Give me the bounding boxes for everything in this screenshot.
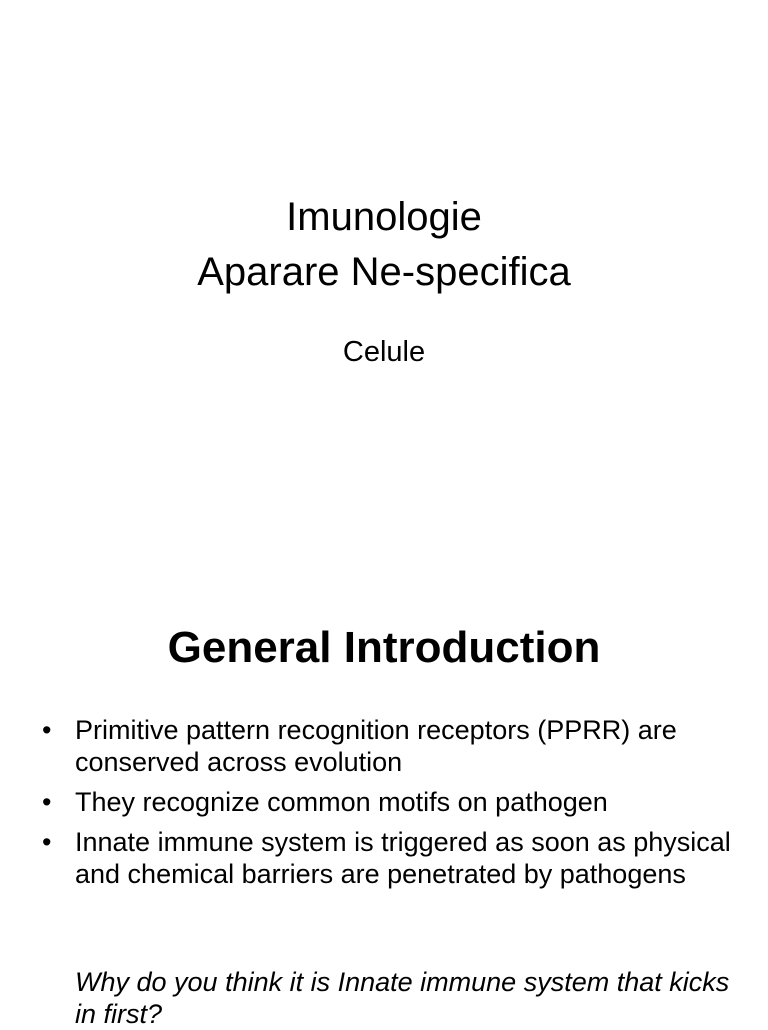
discussion-question: Why do you think it is Innate immune system that kicks in first? (75, 967, 730, 1029)
title-line-2: Aparare Ne-specifica (197, 250, 571, 294)
bullet-marker: • (42, 715, 52, 745)
bullet-text: They recognize common motifs on pathogen (75, 787, 608, 817)
bullet-list (40, 714, 740, 898)
bullet-text: Primitive pattern recognition receptors (PPRR) are conserved across evolution (75, 715, 677, 777)
slide-subtitle: Celule (342, 336, 426, 368)
bullet-item (40, 826, 740, 890)
content-slide (0, 576, 768, 1029)
title-line-1: Imunologie (286, 195, 482, 239)
bullet-item (40, 714, 740, 778)
bullet-marker: • (42, 827, 52, 857)
slide-title (0, 190, 768, 300)
bullet-marker: • (42, 787, 52, 817)
slide-heading: General Introduction (167, 623, 601, 672)
bullet-text: Innate immune system is triggered as soon as physical and chemical barriers are penetrated by pathogens (75, 827, 731, 889)
bullet-item (40, 786, 740, 818)
